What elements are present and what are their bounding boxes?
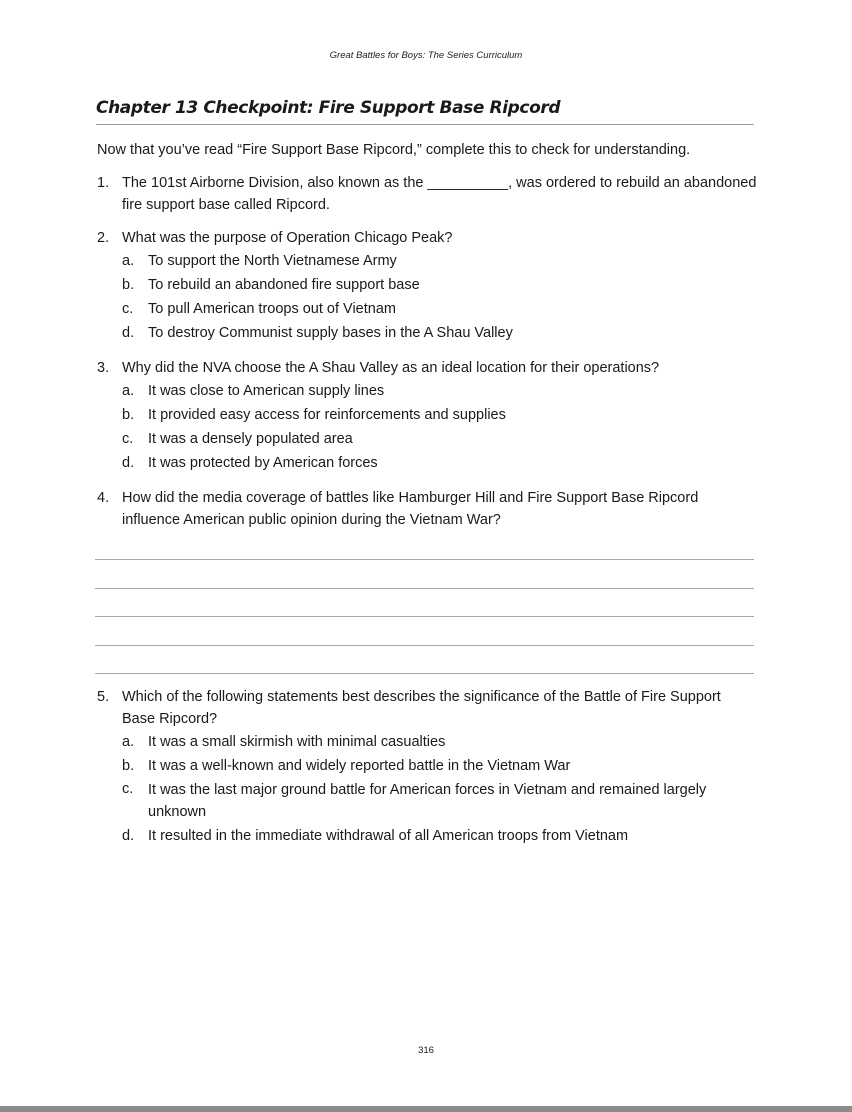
option-b — [122, 403, 757, 427]
option-text: To destroy Communist supply bases in the A Shau Valley — [148, 325, 513, 341]
question-text: Why did the NVA choose the A Shau Valley as an ideal location for their operations? — [122, 360, 660, 376]
option-a — [122, 379, 757, 403]
question-number: 1. — [97, 175, 110, 191]
option-text: It provided easy access for reinforcements and supplies — [148, 407, 506, 423]
option-letter: d. — [122, 455, 135, 471]
option-letter: b. — [122, 277, 135, 293]
option-text: It was close to American supply lines — [148, 383, 385, 399]
option-d — [122, 321, 757, 345]
options-list — [122, 249, 757, 345]
option-letter: b. — [122, 758, 135, 774]
option-letter: b. — [122, 407, 135, 423]
option-text: It was protected by American forces — [148, 455, 378, 471]
option-d — [122, 824, 757, 848]
option-text: To support the North Vietnamese Army — [148, 253, 397, 269]
option-b — [122, 754, 757, 778]
option-letter: a. — [122, 253, 135, 269]
option-b — [122, 273, 757, 297]
page-number: 316 — [418, 1045, 434, 1056]
option-text: To rebuild an abandoned fire support base — [148, 277, 420, 293]
option-letter: c. — [122, 781, 134, 797]
option-text: It was a well-known and widely reported battle in the Vietnam War — [148, 758, 571, 774]
question-5 — [97, 686, 757, 848]
option-text: It was the last major ground battle for American forces in Vietnam and remained largely unknown — [148, 782, 707, 820]
question-number: 4. — [97, 490, 110, 506]
option-letter: a. — [122, 383, 135, 399]
option-letter: a. — [122, 734, 135, 750]
option-text: To pull American troops out of Vietnam — [148, 301, 396, 317]
answer-line — [95, 616, 754, 645]
option-text: It was a densely populated area — [148, 431, 353, 447]
option-c — [122, 427, 757, 451]
option-letter: c. — [122, 431, 134, 447]
option-letter: d. — [122, 828, 135, 844]
option-c — [122, 297, 757, 321]
page-bottom-border — [0, 1106, 852, 1112]
option-letter: d. — [122, 325, 135, 341]
question-4 — [97, 487, 757, 531]
option-text: It was a small skirmish with minimal casualties — [148, 734, 446, 750]
answer-line — [95, 645, 754, 674]
option-c — [122, 778, 757, 824]
option-a — [122, 249, 757, 273]
question-text: How did the media coverage of battles like Hamburger Hill and Fire Support Base Ripcord influence American public opinion during the Vietnam War? — [122, 490, 699, 528]
question-3 — [97, 357, 757, 475]
question-number: 5. — [97, 689, 110, 705]
question-text: Which of the following statements best describes the significance of the Battle of Fire Support Base Ripcord? — [122, 689, 721, 727]
question-2 — [97, 227, 757, 345]
running-header: Great Battles for Boys: The Series Curriculum — [329, 50, 523, 61]
question-text: What was the purpose of Operation Chicago Peak? — [122, 230, 453, 246]
answer-line — [95, 588, 754, 617]
options-list — [122, 379, 757, 475]
option-letter: c. — [122, 301, 134, 317]
option-d — [122, 451, 757, 475]
page-title: Chapter 13 Checkpoint: Fire Support Base Ripcord — [96, 98, 754, 125]
answer-area[interactable] — [95, 559, 754, 702]
question-1 — [97, 172, 757, 216]
question-number: 2. — [97, 230, 110, 246]
intro-text: Now that you’ve read “Fire Support Base Ripcord,” complete this to check for understanding. — [97, 142, 691, 158]
option-text: It resulted in the immediate withdrawal of all American troops from Vietnam — [148, 828, 629, 844]
option-a — [122, 730, 757, 754]
answer-line — [95, 559, 754, 588]
question-number: 3. — [97, 360, 110, 376]
options-list — [122, 730, 757, 848]
question-text: The 101st Airborne Division, also known as the __________, was ordered to rebuild an abandoned fire support base called Ripcord. — [122, 175, 757, 213]
